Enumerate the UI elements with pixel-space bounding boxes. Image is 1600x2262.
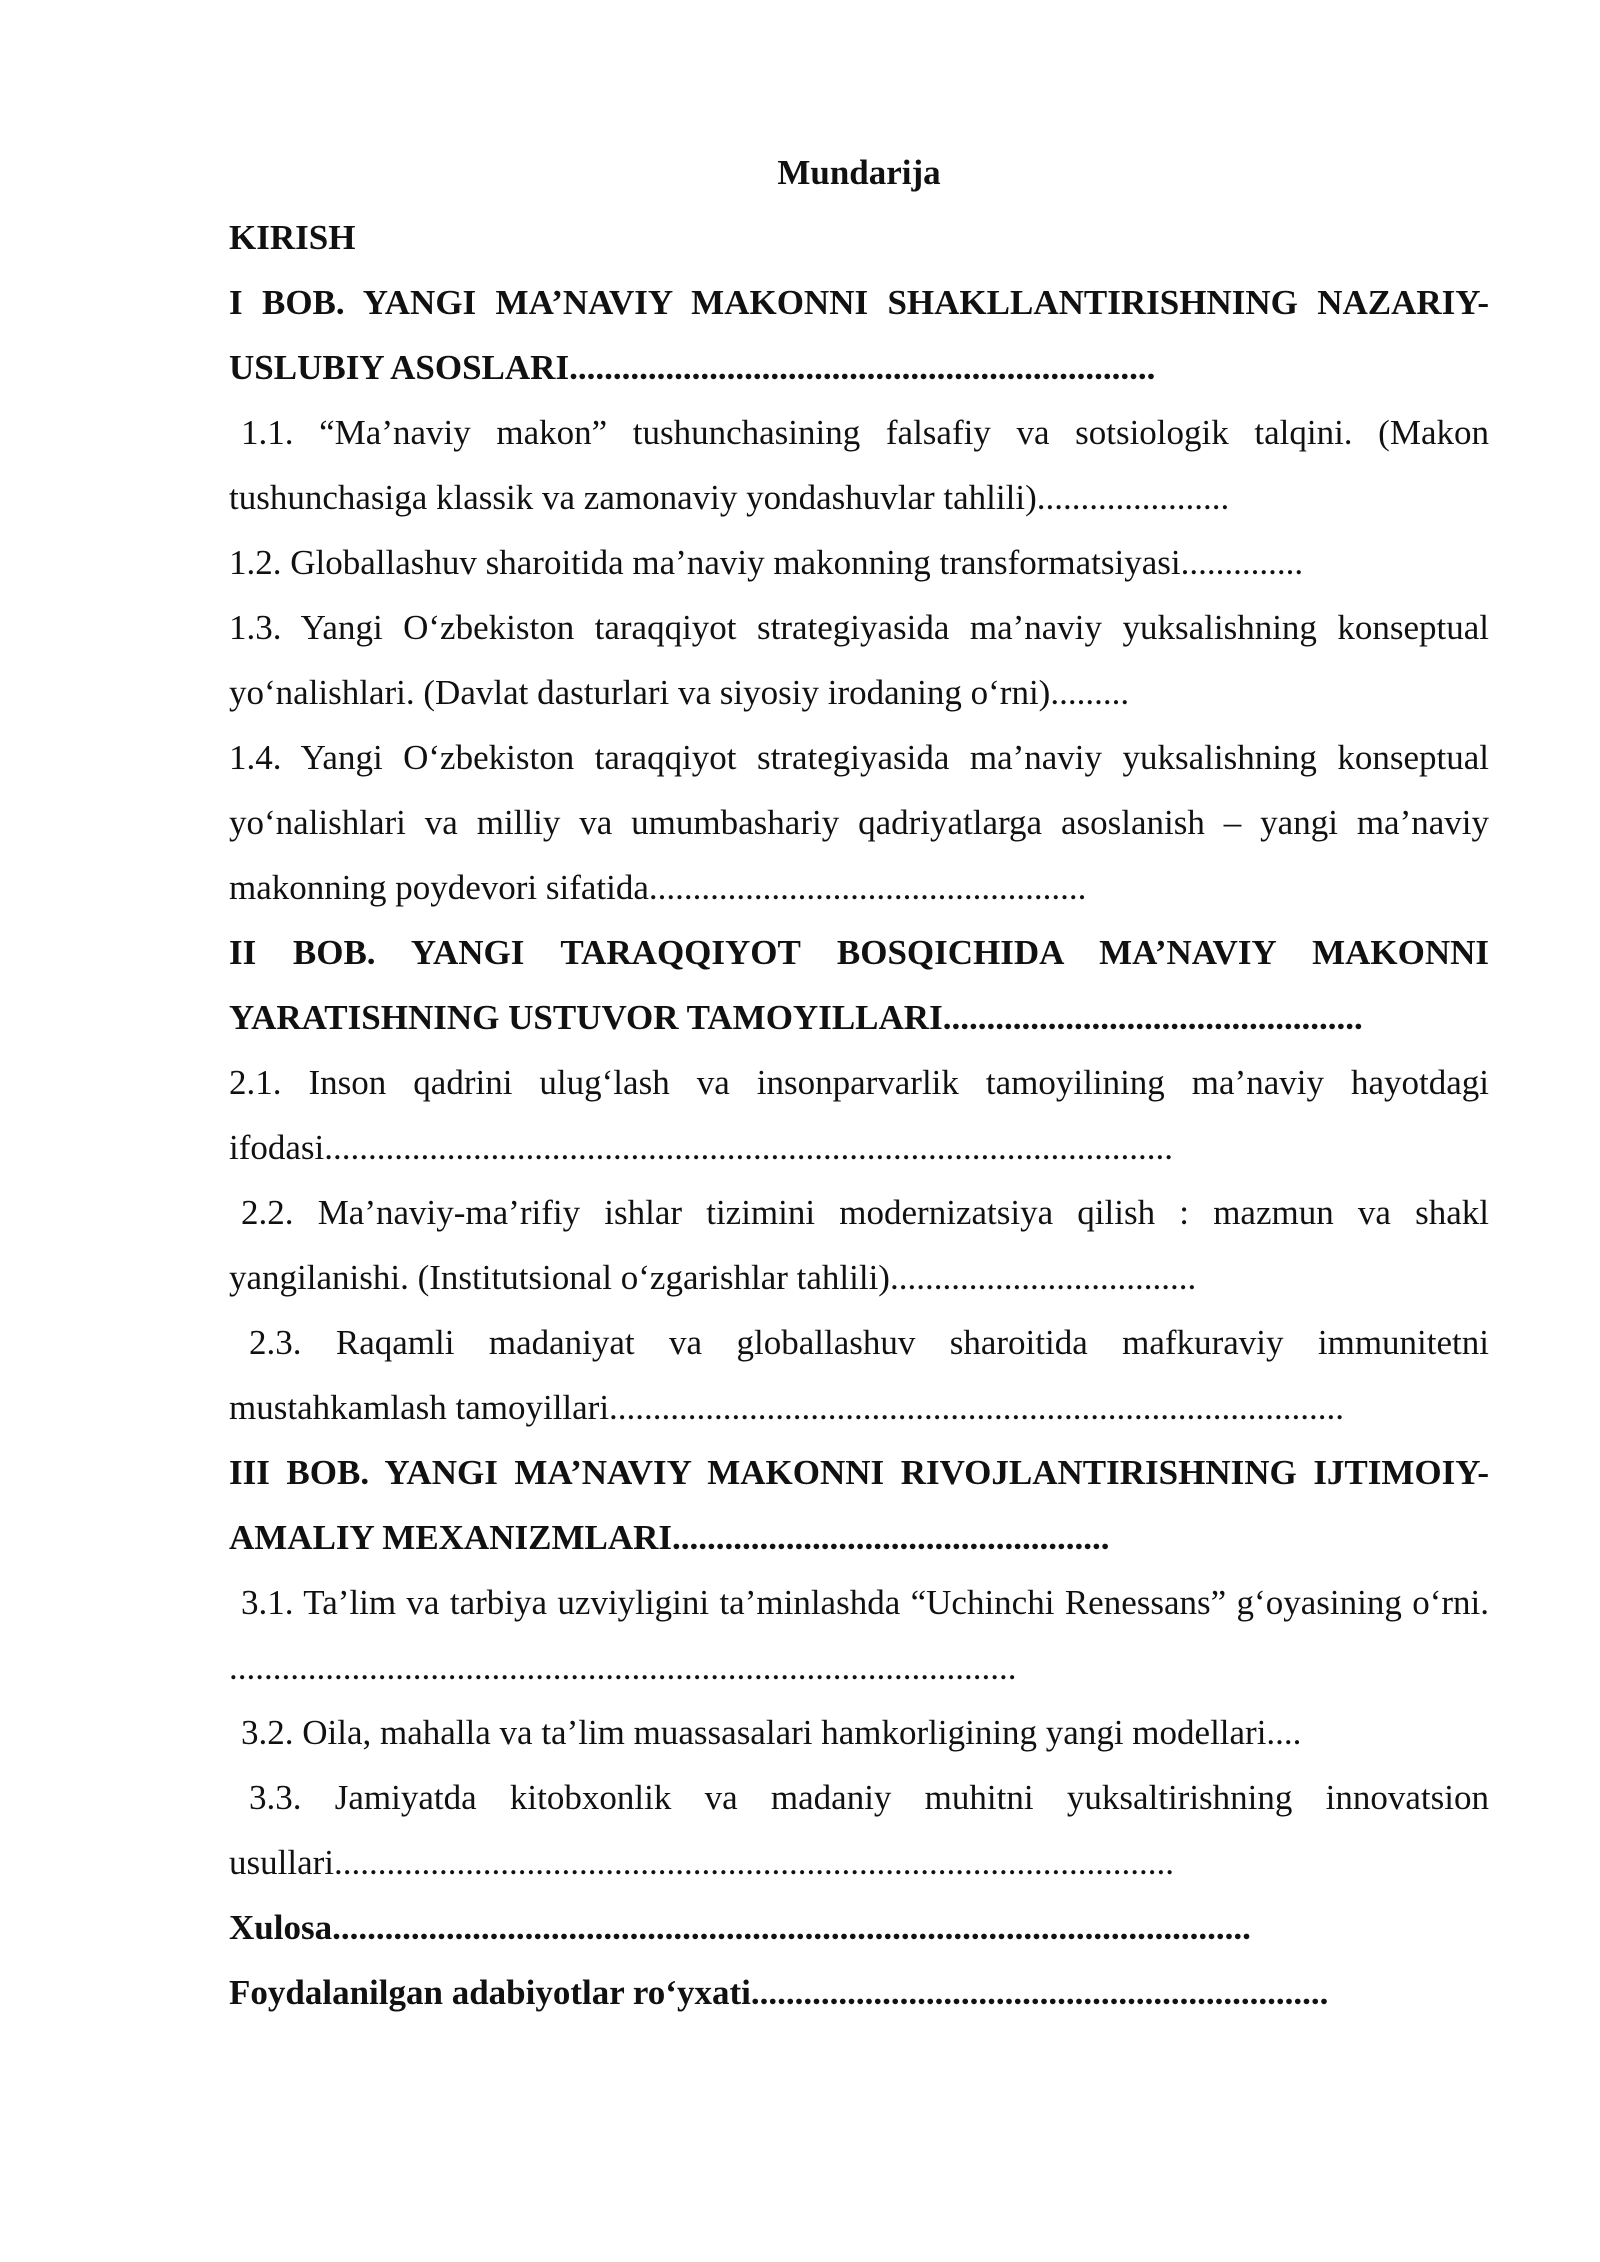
toc-section-1-4: 1.4. Yangi O‘zbekiston taraqqiyot strategiyasida ma’naviy yuksalishning konseptual yo‘nalishlari va milliy va umumbashariy qadriyatlarga asoslanish – yangi ma’naviy makonning poydevori sifatida.................................................. [229, 738, 1489, 907]
document-page [229, 140, 1489, 2025]
toc-chapter-3: III BOB. YANGI MA’NAVIY MAKONNI RIVOJLANTIRISHNING IJTIMOIY-AMALIY MEXANIZMLARI.................................................. [229, 1453, 1489, 1557]
toc-section-3-1: 3.1. Ta’lim va tarbiya uzviyligini ta’minlashda “Uchinchi Renessans” g‘oyasining o‘rni. .......................................................................................... [229, 1583, 1489, 1687]
toc-section-3-3: 3.3. Jamiyatda kitobxonlik va madaniy muhitni yuksaltirishning innovatsion usullari................................................................................................ [229, 1778, 1489, 1882]
toc-chapter-1: I BOB. YANGI MA’NAVIY MAKONNI SHAKLLANTIRISHNING NAZARIY-USLUBIY ASOSLARI................................................................... [229, 283, 1489, 387]
toc-section-3-2: 3.2. Oila, mahalla va ta’lim muassasalari hamkorligining yangi modellari.... [241, 1713, 1302, 1752]
toc-entry-bibliography: Foydalanilgan adabiyotlar ro‘yxati.................................................................. [229, 1973, 1329, 2012]
toc-section-1-1: 1.1. “Ma’naviy makon” tushunchasining falsafiy va sotsiologik talqini. (Makon tushunchasiga klassik va zamonaviy yondashuvlar tahlili)...................... [229, 413, 1489, 517]
toc-section-1-3: 1.3. Yangi O‘zbekiston taraqqiyot strategiyasida ma’naviy yuksalishning konseptual yo‘nalishlari. (Davlat dasturlari va siyosiy irodaning o‘rni)......... [229, 608, 1489, 712]
toc-section-2-2: 2.2. Ma’naviy-ma’rifiy ishlar tizimini modernizatsiya qilish : mazmun va shakl yangilanishi. (Institutsional o‘zgarishlar tahlili)................................... [229, 1193, 1489, 1297]
toc-section-2-3: 2.3. Raqamli madaniyat va globallashuv sharoitida mafkuraviy immunitetni mustahkamlash tamoyillari.................................................................................... [229, 1323, 1489, 1427]
toc-section-2-1: 2.1. Inson qadrini ulug‘lash va insonparvarlik tamoyilining ma’naviy hayotdagi ifodasi................................................................................................. [229, 1063, 1489, 1167]
toc-entry-conclusion: Xulosa......................................................................................................... [229, 1908, 1251, 1947]
toc-section-1-2: 1.2. Globallashuv sharoitida ma’naviy makonning transformatsiyasi.............. [229, 543, 1304, 582]
toc-entry-introduction: KIRISH [229, 218, 356, 257]
toc-chapter-2: II BOB. YANGI TARAQQIYOT BOSQICHIDA MA’NAVIY MAKONNI YARATISHNING USTUVOR TAMOYILLARI................................................ [229, 933, 1489, 1037]
page-title: Mundarija [777, 153, 941, 192]
